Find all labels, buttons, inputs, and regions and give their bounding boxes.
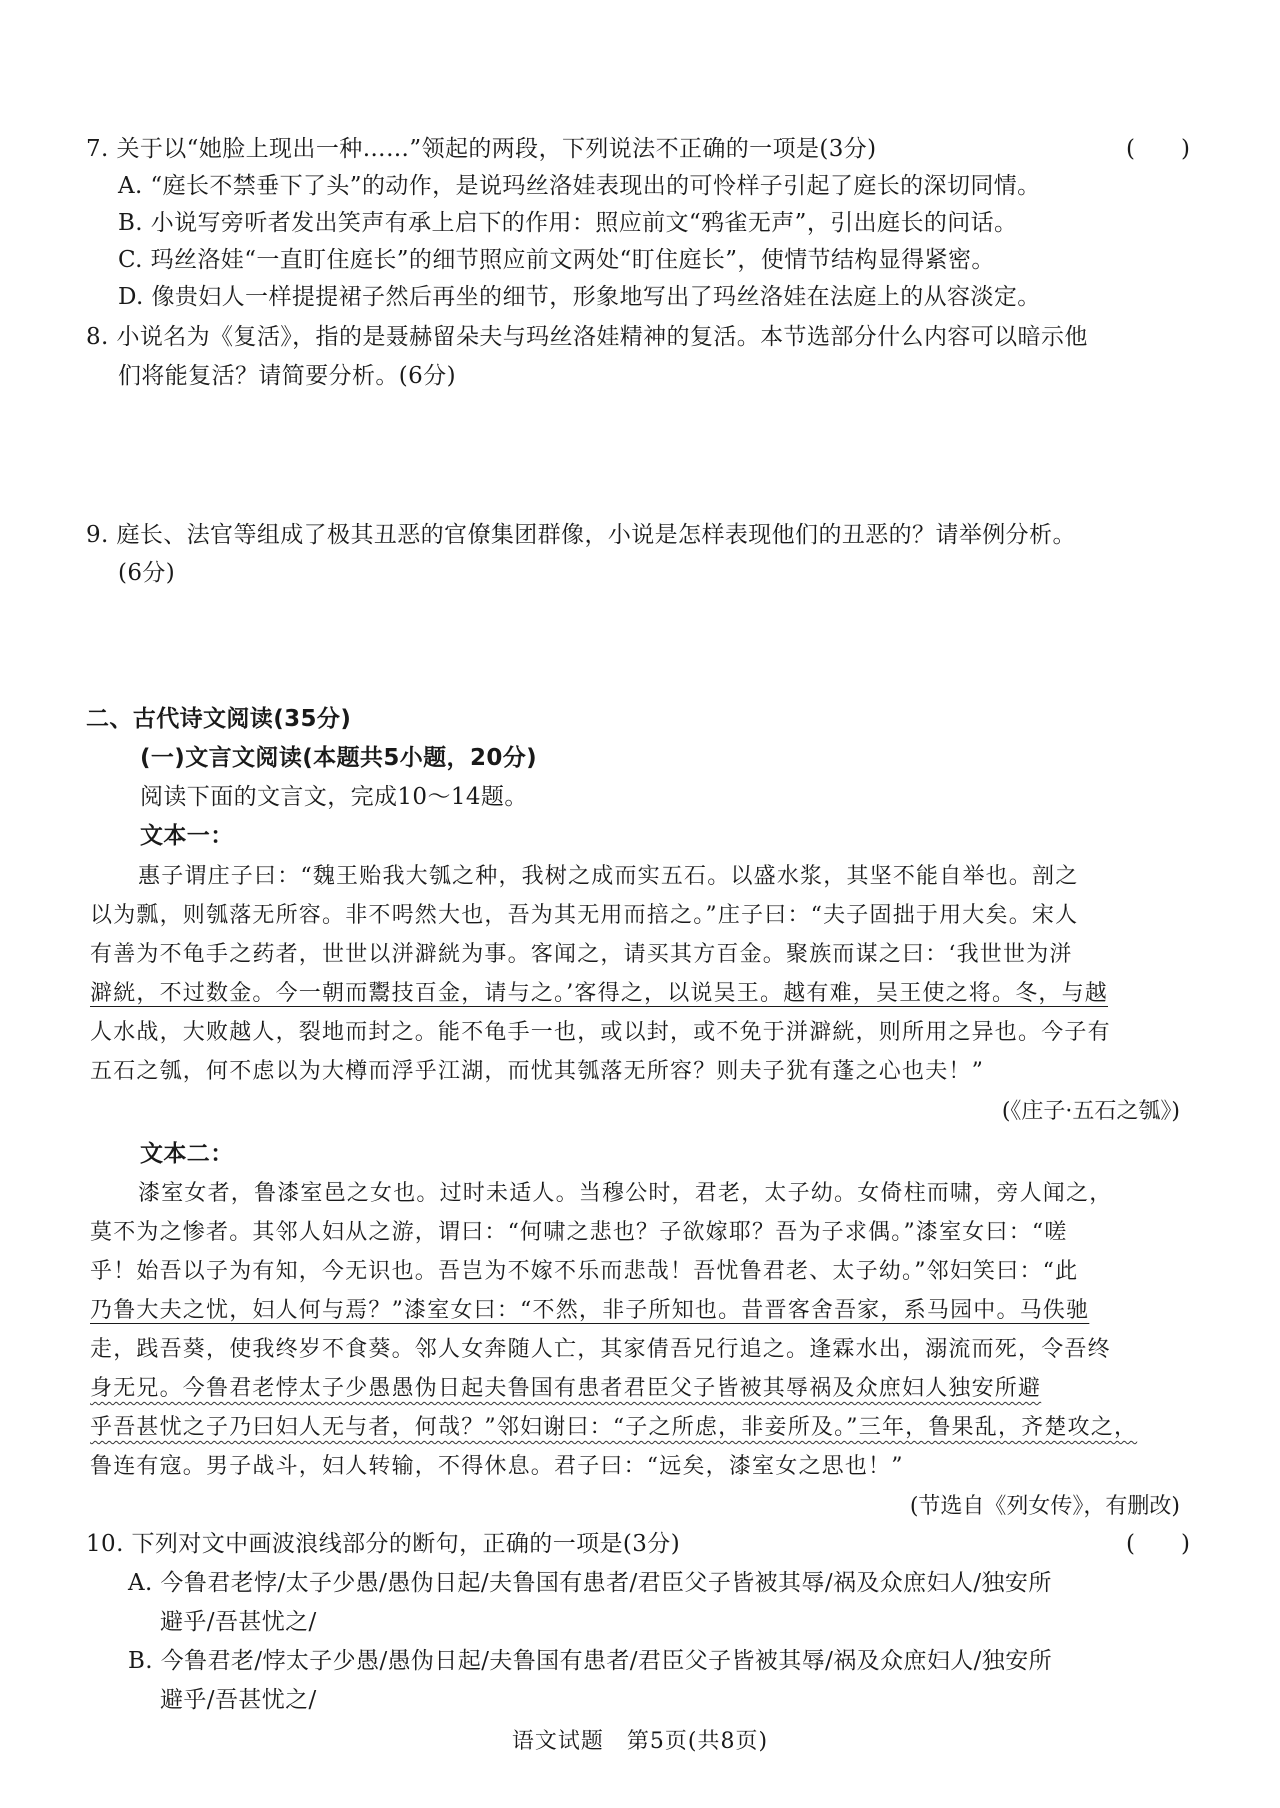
- q10-stem: 10. 下列对文中画波浪线部分的断句，正确的一项是(3分): [86, 1531, 681, 1557]
- page-footer: 语文试题 第5页(共8页): [511, 1729, 769, 1754]
- q9-stem-line2: (6分): [118, 560, 176, 586]
- text1-line: 人水战，大败越人，裂地而封之。能不龟手一也，或以封，或不免于洴澼絖，则所用之异也。今子有: [90, 1020, 1111, 1045]
- q7-option-c: C. 玛丝洛娃“一直盯住庭长”的细节照应前文两处“盯住庭长”，使情节结构显得紧密。: [118, 247, 995, 273]
- q10-option-a-line1: A. 今鲁君老悖/太子少愚/愚伪日起/夫鲁国有患者/君臣父子皆被其辱/祸及众庶妇人/独安所: [128, 1570, 1052, 1596]
- q8-stem-line1: 8. 小说名为《复活》，指的是聂赫留朵夫与玛丝洛娃精神的复活。本节选部分什么内容可以暗示他: [86, 324, 1088, 350]
- text1-line: 有善为不龟手之药者，世世以洴澼絖为事。客闻之，请买其方百金。聚族而谋之曰：‘我世世为洴: [90, 942, 1073, 967]
- q9-stem-line1: 9. 庭长、法官等组成了极其丑恶的官僚集团群像，小说是怎样表现他们的丑恶的？请举例分析。: [86, 522, 1076, 548]
- text2-source: (节选自《列女传》，有删改): [909, 1494, 1180, 1519]
- q10-option-a-line2: 避乎/吾甚忧之/: [160, 1609, 317, 1635]
- section-subtitle: (一)文言文阅读(本题共5小题，20分): [140, 745, 538, 771]
- q10-option-b-line1: B. 今鲁君老/悖太子少愚/愚伪日起/夫鲁国有患者/君臣父子皆被其辱/祸及众庶妇人/独安所: [128, 1648, 1053, 1674]
- text2-wavy-line: 身无兄。今鲁君老悖太子少愚愚伪日起夫鲁国有患者君臣父子皆被其辱祸及众庶妇人独安所避: [90, 1376, 1042, 1401]
- text2-line: 乎！始吾以子为有知，今无识也。吾岂为不嫁不乐而悲哉！吾忧鲁君老、太子幼。”邻妇笑曰：“此: [90, 1259, 1079, 1284]
- q10-answer-paren: ( ): [1126, 1531, 1190, 1557]
- text1-source: (《庄子·五石之瓠》): [1001, 1099, 1180, 1124]
- q8-stem-line2: 们将能复活？请简要分析。(6分): [118, 363, 456, 389]
- text2-line: 鲁连有寇。男子战斗，妇人转输，不得休息。君子曰：“远矣，漆室女之思也！”: [90, 1454, 904, 1479]
- text2-label: 文本二：: [140, 1141, 234, 1167]
- q10-option-b-line2: 避乎/吾甚忧之/: [160, 1687, 317, 1713]
- q7-answer-paren: ( ): [1126, 136, 1190, 162]
- text1-label: 文本一：: [140, 823, 234, 849]
- q7-option-b: B. 小说写旁听者发出笑声有承上启下的作用：照应前文“鸦雀无声”，引出庭长的问话。: [118, 210, 1018, 236]
- text2-line: 乃鲁大夫之忧，妇人何与焉？”漆室女曰：“不然，非子所知也。昔晋客舍吾家，系马园中。马佚驰: [90, 1298, 1090, 1323]
- text2-line: 走，践吾葵，使我终岁不食葵。邻人女奔随人亡，其家倩吾兄行追之。逢霖水出，溺流而死，令吾终: [90, 1337, 1111, 1362]
- text2-line: 漆室女者，鲁漆室邑之女也。过时未适人。当穆公时，君老，太子幼。女倚柱而啸，旁人闻之，: [138, 1181, 1113, 1206]
- text1-line: 澼絖，不过数金。今一朝而鬻技百金，请与之。’客得之，以说吴王。越有难，吴王使之将。冬，与越: [90, 981, 1108, 1006]
- text2-wavy-line: 乎吾甚忧之子乃曰妇人无与者，何哉？”邻妇谢曰：“子之所虑，非妾所及。”三年，鲁果乱，齐楚攻之，: [90, 1415, 1138, 1440]
- q7-option-a: A. “庭长不禁垂下了头”的动作，是说玛丝洛娃表现出的可怜样子引起了庭长的深切同情。: [118, 173, 1041, 199]
- section-instruction: 阅读下面的文言文，完成10～14题。: [140, 784, 528, 810]
- text1-line: 五石之瓠，何不虑以为大樽而浮乎江湖，而忧其瓠落无所容？则夫子犹有蓬之心也夫！”: [90, 1059, 985, 1084]
- section-title: 二、古代诗文阅读(35分): [86, 706, 352, 732]
- q7-stem: 7. 关于以“她脸上现出一种……”领起的两段，下列说法不正确的一项是(3分): [86, 136, 877, 162]
- text1-line: 惠子谓庄子曰：“魏王贻我大瓠之种，我树之成而实五石。以盛水浆，其坚不能自举也。剖之: [138, 864, 1079, 889]
- q7-option-d: D. 像贵妇人一样提提裙子然后再坐的细节，形象地写出了玛丝洛娃在法庭上的从容淡定。: [118, 284, 1041, 310]
- text1-line: 以为瓢，则瓠落无所容。非不呺然大也，吾为其无用而掊之。”庄子曰：“夫子固拙于用大矣。宋人: [90, 903, 1079, 928]
- text2-line: 莫不为之惨者。其邻人妇从之游，谓曰：“何啸之悲也？子欲嫁耶？吾为子求偶。”漆室女曰：“嗟: [90, 1220, 1068, 1245]
